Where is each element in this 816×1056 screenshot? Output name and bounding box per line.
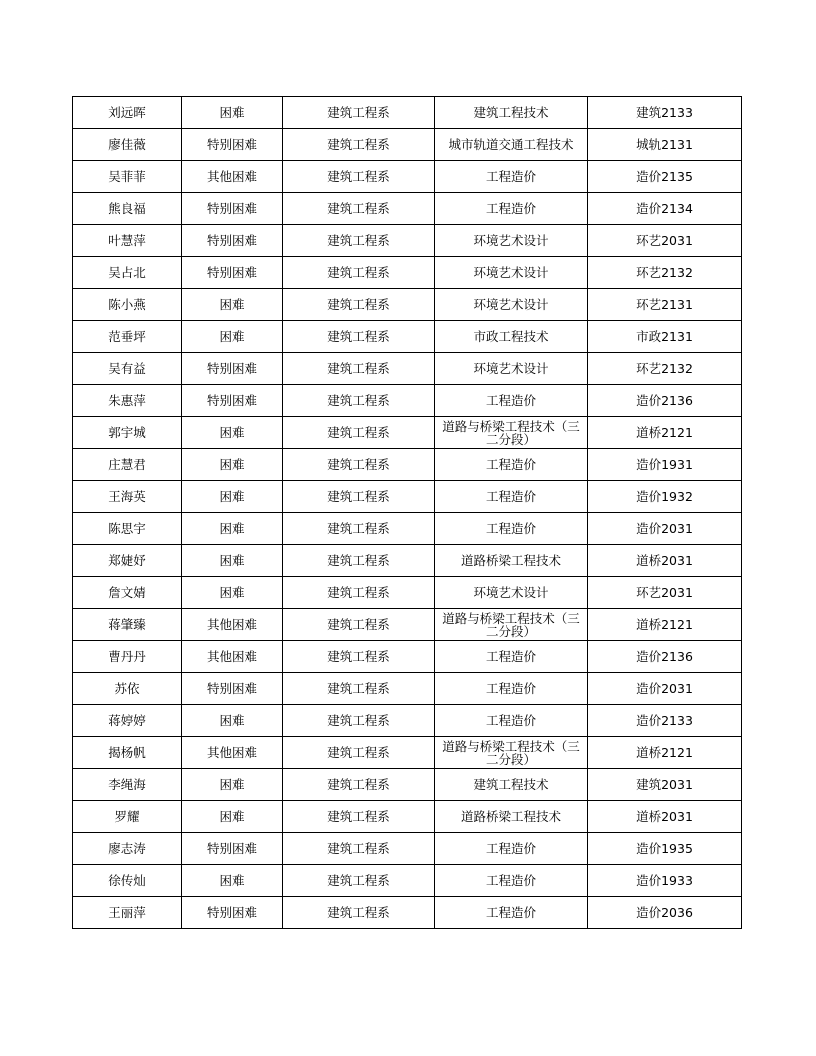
difficulty-level-cell: 困难 (182, 801, 283, 833)
student-name-cell: 刘远晖 (73, 97, 182, 129)
difficulty-level-cell: 困难 (182, 865, 283, 897)
class-cell: 造价2134 (588, 193, 742, 225)
table-row (73, 321, 742, 353)
department-cell: 建筑工程系 (283, 833, 435, 865)
difficulty-level-cell: 特别困难 (182, 225, 283, 257)
department-cell: 建筑工程系 (283, 257, 435, 289)
class-cell: 造价2036 (588, 897, 742, 929)
department-cell: 建筑工程系 (283, 673, 435, 705)
table-row (73, 673, 742, 705)
major-cell: 工程造价 (435, 641, 588, 673)
class-cell: 环艺2031 (588, 225, 742, 257)
student-name-cell: 曹丹丹 (73, 641, 182, 673)
table-row (73, 865, 742, 897)
table-row (73, 641, 742, 673)
department-cell: 建筑工程系 (283, 321, 435, 353)
table-row (73, 737, 742, 769)
class-cell: 环艺2031 (588, 577, 742, 609)
student-name-cell: 李绳海 (73, 769, 182, 801)
department-cell: 建筑工程系 (283, 769, 435, 801)
major-cell: 环境艺术设计 (435, 225, 588, 257)
difficulty-level-cell: 困难 (182, 513, 283, 545)
major-cell: 道路与桥梁工程技术（三二分段） (435, 609, 588, 641)
table-row (73, 769, 742, 801)
table-row (73, 513, 742, 545)
department-cell: 建筑工程系 (283, 513, 435, 545)
difficulty-level-cell: 其他困难 (182, 161, 283, 193)
class-cell: 造价1935 (588, 833, 742, 865)
table-row (73, 193, 742, 225)
department-cell: 建筑工程系 (283, 385, 435, 417)
difficulty-level-cell: 困难 (182, 449, 283, 481)
major-cell: 建筑工程技术 (435, 97, 588, 129)
student-name-cell: 朱惠萍 (73, 385, 182, 417)
student-name-cell: 陈思宇 (73, 513, 182, 545)
major-cell: 城市轨道交通工程技术 (435, 129, 588, 161)
class-cell: 道桥2121 (588, 417, 742, 449)
student-name-cell: 揭杨帆 (73, 737, 182, 769)
table-row (73, 609, 742, 641)
department-cell: 建筑工程系 (283, 577, 435, 609)
class-cell: 环艺2131 (588, 289, 742, 321)
difficulty-level-cell: 困难 (182, 705, 283, 737)
class-cell: 造价1931 (588, 449, 742, 481)
major-cell: 道路与桥梁工程技术（三二分段） (435, 737, 588, 769)
department-cell: 建筑工程系 (283, 801, 435, 833)
difficulty-level-cell: 特别困难 (182, 385, 283, 417)
student-name-cell: 郭宇城 (73, 417, 182, 449)
major-cell: 工程造价 (435, 161, 588, 193)
department-cell: 建筑工程系 (283, 481, 435, 513)
major-cell: 道路桥梁工程技术 (435, 801, 588, 833)
department-cell: 建筑工程系 (283, 225, 435, 257)
table-row (73, 289, 742, 321)
student-name-cell: 庄慧君 (73, 449, 182, 481)
difficulty-level-cell: 困难 (182, 577, 283, 609)
major-cell: 工程造价 (435, 673, 588, 705)
department-cell: 建筑工程系 (283, 193, 435, 225)
major-cell: 道路桥梁工程技术 (435, 545, 588, 577)
department-cell: 建筑工程系 (283, 705, 435, 737)
class-cell: 道桥2031 (588, 545, 742, 577)
difficulty-level-cell: 困难 (182, 321, 283, 353)
department-cell: 建筑工程系 (283, 129, 435, 161)
student-name-cell: 郑婕妤 (73, 545, 182, 577)
student-name-cell: 徐传灿 (73, 865, 182, 897)
difficulty-level-cell: 困难 (182, 481, 283, 513)
department-cell: 建筑工程系 (283, 545, 435, 577)
student-name-cell: 叶慧萍 (73, 225, 182, 257)
class-cell: 道桥2121 (588, 609, 742, 641)
difficulty-level-cell: 其他困难 (182, 737, 283, 769)
major-cell: 工程造价 (435, 865, 588, 897)
major-cell: 环境艺术设计 (435, 289, 588, 321)
student-name-cell: 廖佳薇 (73, 129, 182, 161)
student-name-cell: 陈小燕 (73, 289, 182, 321)
student-name-cell: 廖志涛 (73, 833, 182, 865)
major-cell: 工程造价 (435, 897, 588, 929)
table-row (73, 225, 742, 257)
difficulty-level-cell: 特别困难 (182, 257, 283, 289)
department-cell: 建筑工程系 (283, 97, 435, 129)
class-cell: 造价2136 (588, 385, 742, 417)
major-cell: 工程造价 (435, 513, 588, 545)
table-row (73, 897, 742, 929)
class-cell: 道桥2031 (588, 801, 742, 833)
class-cell: 市政2131 (588, 321, 742, 353)
class-cell: 城轨2131 (588, 129, 742, 161)
table-body (73, 97, 742, 929)
class-cell: 造价2133 (588, 705, 742, 737)
table-row (73, 417, 742, 449)
class-cell: 环艺2132 (588, 257, 742, 289)
difficulty-level-cell: 困难 (182, 289, 283, 321)
table-row (73, 449, 742, 481)
student-name-cell: 熊良福 (73, 193, 182, 225)
student-name-cell: 王丽萍 (73, 897, 182, 929)
class-cell: 建筑2031 (588, 769, 742, 801)
difficulty-level-cell: 困难 (182, 769, 283, 801)
major-cell: 建筑工程技术 (435, 769, 588, 801)
difficulty-level-cell: 特别困难 (182, 673, 283, 705)
class-cell: 造价2031 (588, 513, 742, 545)
department-cell: 建筑工程系 (283, 417, 435, 449)
table-row (73, 97, 742, 129)
table-row (73, 353, 742, 385)
difficulty-level-cell: 困难 (182, 417, 283, 449)
difficulty-level-cell: 特别困难 (182, 193, 283, 225)
department-cell: 建筑工程系 (283, 609, 435, 641)
class-cell: 造价2136 (588, 641, 742, 673)
table-row (73, 481, 742, 513)
department-cell: 建筑工程系 (283, 865, 435, 897)
difficulty-level-cell: 其他困难 (182, 641, 283, 673)
student-name-cell: 詹文婧 (73, 577, 182, 609)
table-row (73, 705, 742, 737)
class-cell: 建筑2133 (588, 97, 742, 129)
major-cell: 环境艺术设计 (435, 257, 588, 289)
student-name-cell: 吴占北 (73, 257, 182, 289)
difficulty-level-cell: 特别困难 (182, 129, 283, 161)
department-cell: 建筑工程系 (283, 641, 435, 673)
department-cell: 建筑工程系 (283, 897, 435, 929)
table-row (73, 257, 742, 289)
major-cell: 环境艺术设计 (435, 577, 588, 609)
department-cell: 建筑工程系 (283, 353, 435, 385)
table-row (73, 385, 742, 417)
major-cell: 工程造价 (435, 193, 588, 225)
class-cell: 环艺2132 (588, 353, 742, 385)
class-cell: 造价2031 (588, 673, 742, 705)
difficulty-level-cell: 特别困难 (182, 833, 283, 865)
major-cell: 环境艺术设计 (435, 353, 588, 385)
table-row (73, 161, 742, 193)
department-cell: 建筑工程系 (283, 161, 435, 193)
table-row (73, 129, 742, 161)
class-cell: 道桥2121 (588, 737, 742, 769)
difficulty-level-cell: 特别困难 (182, 353, 283, 385)
student-name-cell: 蒋肇臻 (73, 609, 182, 641)
difficulty-level-cell: 困难 (182, 97, 283, 129)
difficulty-level-cell: 特别困难 (182, 897, 283, 929)
difficulty-level-cell: 其他困难 (182, 609, 283, 641)
student-aid-table (72, 96, 742, 929)
student-name-cell: 王海英 (73, 481, 182, 513)
major-cell: 市政工程技术 (435, 321, 588, 353)
document-page (72, 96, 741, 929)
student-name-cell: 罗耀 (73, 801, 182, 833)
major-cell: 工程造价 (435, 481, 588, 513)
department-cell: 建筑工程系 (283, 449, 435, 481)
table-row (73, 545, 742, 577)
major-cell: 工程造价 (435, 833, 588, 865)
class-cell: 造价1932 (588, 481, 742, 513)
major-cell: 工程造价 (435, 705, 588, 737)
major-cell: 道路与桥梁工程技术（三二分段） (435, 417, 588, 449)
department-cell: 建筑工程系 (283, 737, 435, 769)
student-name-cell: 苏依 (73, 673, 182, 705)
student-name-cell: 吴有益 (73, 353, 182, 385)
student-name-cell: 吴菲菲 (73, 161, 182, 193)
class-cell: 造价1933 (588, 865, 742, 897)
table-row (73, 833, 742, 865)
major-cell: 工程造价 (435, 385, 588, 417)
class-cell: 造价2135 (588, 161, 742, 193)
table-row (73, 801, 742, 833)
difficulty-level-cell: 困难 (182, 545, 283, 577)
student-name-cell: 范垂坪 (73, 321, 182, 353)
table-row (73, 577, 742, 609)
department-cell: 建筑工程系 (283, 289, 435, 321)
student-name-cell: 蒋婷婷 (73, 705, 182, 737)
major-cell: 工程造价 (435, 449, 588, 481)
